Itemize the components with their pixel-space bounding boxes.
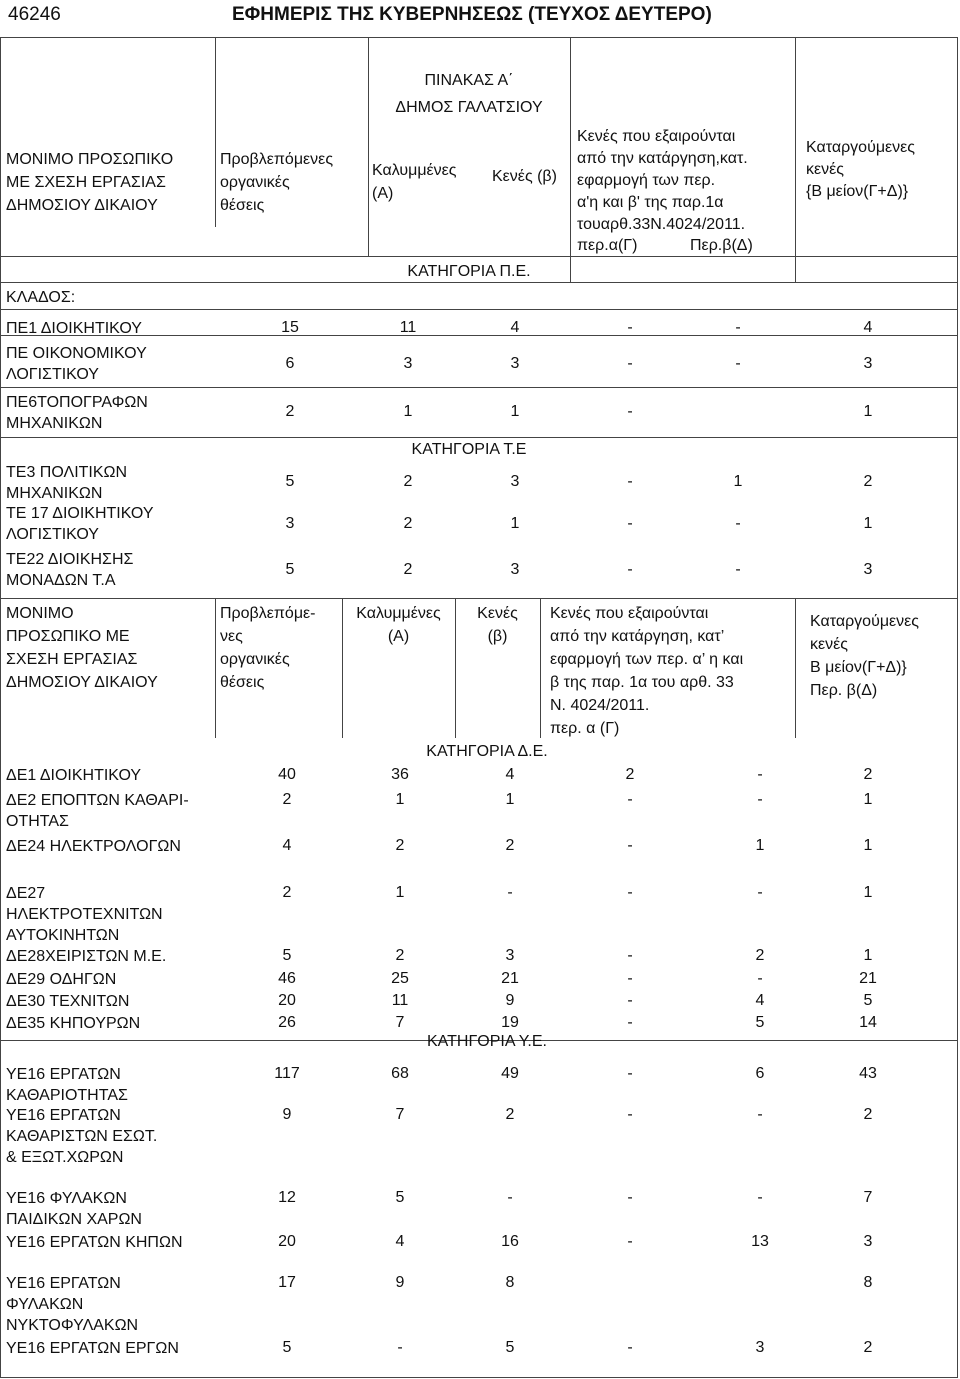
cell-value: - xyxy=(627,403,633,420)
rule xyxy=(0,598,958,599)
col-planned-header xyxy=(220,148,333,217)
cell-value: 3 xyxy=(510,561,520,578)
row-label-line: ΛΟΓΙΣΤΙΚΟΥ xyxy=(6,366,99,383)
category-de: ΚΑΤΗΓΟΡΙΑ Δ.Ε. xyxy=(426,743,548,760)
cell-value: - xyxy=(627,791,633,808)
col-vacant-line: Κενές xyxy=(477,605,518,622)
cell-value: 117 xyxy=(274,1065,300,1082)
cell-value: 2 xyxy=(505,1106,515,1123)
rule xyxy=(368,37,369,256)
cell-value: - xyxy=(735,319,741,336)
col-staff-header xyxy=(6,602,158,694)
cell-value: 1 xyxy=(505,791,515,808)
row-label xyxy=(6,503,154,545)
rule xyxy=(215,598,216,738)
cell-value: 3 xyxy=(403,355,413,372)
col-exempt-line: από την κατάργηση, κατ’ xyxy=(550,628,725,645)
cell-value: 1 xyxy=(395,791,405,808)
cell-value: 2 xyxy=(403,561,413,578)
cell-value: 12 xyxy=(278,1189,296,1206)
col-planned-header xyxy=(220,602,316,694)
cell-value: 3 xyxy=(505,947,515,964)
rule xyxy=(0,335,958,336)
col-staff-header xyxy=(6,148,173,217)
rule xyxy=(795,598,796,738)
cell-value: 1 xyxy=(395,884,405,901)
cell-value: 5 xyxy=(863,992,873,1009)
col-exempt-line: Κενές που εξαιρούνται xyxy=(550,605,709,622)
cell-value: 8 xyxy=(505,1274,515,1291)
cell-value: 17 xyxy=(278,1274,296,1291)
row-label-line: ΥΕ16 ΕΡΓΑΤΩΝ ΚΗΠΩΝ xyxy=(6,1234,183,1251)
cell-value: 6 xyxy=(285,355,295,372)
cell-value: 2 xyxy=(755,947,765,964)
col-exempt-line: από την κατάργηση,κατ. xyxy=(577,150,748,167)
cell-value: 40 xyxy=(278,766,296,783)
cell-value: 2 xyxy=(863,473,873,490)
cell-value: - xyxy=(627,1065,633,1082)
cell-value: 2 xyxy=(625,766,635,783)
col-staff-line: ΜΟΝΙΜΟ xyxy=(6,605,74,622)
cell-value: - xyxy=(627,947,633,964)
cell-value: - xyxy=(627,837,633,854)
cell-value: - xyxy=(757,791,763,808)
cell-value: 5 xyxy=(282,1339,292,1356)
cell-value: 3 xyxy=(863,561,873,578)
col-exempt-line: Κενές που εξαιρούνται xyxy=(577,128,736,145)
cell-value: 5 xyxy=(282,947,292,964)
category-te: ΚΑΤΗΓΟΡΙΑ Τ.Ε xyxy=(411,441,527,458)
cell-value: - xyxy=(627,992,633,1009)
cell-value: - xyxy=(757,1189,763,1206)
row-label-line: ΜΗΧΑΝΙΚΩΝ xyxy=(6,485,103,502)
klados-label: ΚΛΑΔΟΣ: xyxy=(6,289,76,306)
col-staff-line: ΣΧΕΣΗ ΕΡΓΑΣΙΑΣ xyxy=(6,651,138,668)
row-label-line: ΔΕ29 ΟΔΗΓΩΝ xyxy=(6,971,117,988)
col-exempt-line: β της παρ. 1α του αρθ. 33 xyxy=(550,674,734,691)
page-number: 46246 xyxy=(8,4,61,25)
row-label xyxy=(6,1064,128,1106)
col-exempt-line: εφαρμογή των περ. α’ η και xyxy=(550,651,744,668)
cell-value: 2 xyxy=(403,515,413,532)
cell-value: 1 xyxy=(863,403,873,420)
cell-value: 3 xyxy=(863,1233,873,1250)
cell-value: - xyxy=(397,1339,403,1356)
cell-value: - xyxy=(627,355,633,372)
cell-value: 1 xyxy=(863,884,873,901)
row-label-line: ΔΕ1 ΔΙΟΙΚΗΤΙΚΟΥ xyxy=(6,767,142,784)
row-label xyxy=(6,392,148,434)
cell-value: 46 xyxy=(278,970,296,987)
cell-value: 2 xyxy=(285,403,295,420)
cell-value: - xyxy=(627,561,633,578)
col-exempt-line: τουαρθ.33Ν.4024/2011. xyxy=(577,216,746,233)
row-label xyxy=(6,883,163,946)
cell-value: - xyxy=(627,1233,633,1250)
col-abolished-line: {Β μείον(Γ+Δ)} xyxy=(806,183,909,200)
cell-value: 3 xyxy=(510,473,520,490)
col-covered-line: (Α) xyxy=(387,628,410,645)
cell-value: 2 xyxy=(863,766,873,783)
row-label-line: ΝΥΚΤΟΦΥΛΑΚΩΝ xyxy=(6,1317,139,1334)
col-exempt-line: α'η και β' της παρ.1α xyxy=(577,194,724,211)
cell-value: - xyxy=(507,884,513,901)
col-abolished-line: κενές xyxy=(810,636,848,653)
cell-value: - xyxy=(735,515,741,532)
cell-value: 1 xyxy=(863,515,873,532)
row-label xyxy=(6,836,181,857)
cell-value: 3 xyxy=(863,355,873,372)
rule xyxy=(0,437,958,438)
cell-value: 7 xyxy=(395,1014,405,1031)
cell-value: 26 xyxy=(278,1014,296,1031)
rule xyxy=(0,387,958,388)
row-label-line: ΥΕ16 ΕΡΓΑΤΩΝ ΕΡΓΩΝ xyxy=(6,1340,179,1357)
col-planned-line: νες xyxy=(220,628,243,645)
cell-value: 1 xyxy=(863,791,873,808)
cell-value: - xyxy=(627,970,633,987)
cell-value: - xyxy=(735,561,741,578)
col-vacant-header: Κενές (β) xyxy=(492,168,557,185)
cell-value: - xyxy=(735,355,741,372)
row-label xyxy=(6,1013,140,1034)
cell-value: 3 xyxy=(285,515,295,532)
row-label-line: ΔΕ30 ΤΕΧΝΙΤΩΝ xyxy=(6,993,130,1010)
cell-value: 1 xyxy=(510,515,520,532)
col-abolished-header xyxy=(810,610,919,702)
col-covered-line: Καλυμμένες xyxy=(356,605,441,622)
cell-value: - xyxy=(757,1106,763,1123)
col-abolished-line: Β μείον(Γ+Δ)} xyxy=(810,659,907,676)
row-label xyxy=(6,765,141,786)
cell-value: - xyxy=(627,1106,633,1123)
col-staff-line: ΜΕ ΣΧΕΣΗ ΕΡΓΑΣΙΑΣ xyxy=(6,174,166,191)
row-label xyxy=(6,1273,138,1336)
col-covered-line: Καλυμμένες xyxy=(372,162,457,179)
col-exempt-line: περ. α (Γ) xyxy=(550,720,620,737)
cell-value: 5 xyxy=(285,561,295,578)
cell-value: 68 xyxy=(391,1065,409,1082)
row-label-line: ΥΕ16 ΕΡΓΑΤΩΝ xyxy=(6,1107,121,1124)
col-staff-line: ΜΟΝΙΜΟ ΠΡΟΣΩΠΙΚΟ xyxy=(6,151,174,168)
cell-value: 20 xyxy=(278,1233,296,1250)
col-planned-line: Προβλεπόμενες xyxy=(220,151,334,168)
row-label xyxy=(6,790,189,832)
sub-col-g: περ.α(Γ) xyxy=(577,237,638,254)
col-planned-line: Προβλεπόμε- xyxy=(220,605,316,622)
col-planned-line: θέσεις xyxy=(220,197,265,214)
cell-value: 11 xyxy=(399,319,417,336)
rule xyxy=(0,256,958,257)
col-covered-header xyxy=(372,159,457,205)
cell-value: 3 xyxy=(510,355,520,372)
col-planned-line: οργανικές xyxy=(220,174,290,191)
row-label-line: ΔΕ28ΧΕΙΡΙΣΤΩΝ Μ.Ε. xyxy=(6,948,167,965)
cell-value: 14 xyxy=(859,1014,877,1031)
row-label-line: ΜΗΧΑΝΙΚΩΝ xyxy=(6,415,103,432)
cell-value: 21 xyxy=(859,970,877,987)
row-label-line: ΦΥΛΑΚΩΝ xyxy=(6,1296,84,1313)
category-ye: ΚΑΤΗΓΟΡΙΑ Υ.Ε. xyxy=(427,1033,547,1050)
cell-value: - xyxy=(627,1189,633,1206)
cell-value: 9 xyxy=(395,1274,405,1291)
row-label xyxy=(6,1105,157,1168)
cell-value: - xyxy=(757,884,763,901)
col-vacant-header xyxy=(455,602,540,648)
col-staff-line: ΔΗΜΟΣΙΟΥ ΔΙΚΑΙΟΥ xyxy=(6,674,158,691)
cell-value: 11 xyxy=(391,992,409,1009)
row-label xyxy=(6,1188,142,1230)
col-covered-header xyxy=(342,602,455,648)
row-label xyxy=(6,1232,183,1253)
row-label-line: ΥΕ16 ΕΡΓΑΤΩΝ xyxy=(6,1066,121,1083)
rule xyxy=(0,282,958,283)
cell-value: 2 xyxy=(282,884,292,901)
cell-value: 2 xyxy=(282,791,292,808)
cell-value: 13 xyxy=(751,1233,769,1250)
col-planned-line: οργανικές xyxy=(220,651,290,668)
cell-value: 4 xyxy=(863,319,873,336)
row-label-line: ΤΕ 17 ΔΙΟΙΚΗΤΙΚΟΥ xyxy=(6,505,154,522)
cell-value: 5 xyxy=(755,1014,765,1031)
row-label xyxy=(6,969,116,990)
cell-value: 16 xyxy=(501,1233,519,1250)
col-vacant-line: (β) xyxy=(487,628,508,645)
cell-value: 15 xyxy=(281,319,299,336)
cell-value: 1 xyxy=(863,947,873,964)
col-covered-line: (Α) xyxy=(372,185,394,202)
table-title: ΠΙΝΑΚΑΣ Α΄ xyxy=(424,72,514,89)
row-label-line: ΔΕ27 xyxy=(6,885,46,902)
cell-value: 20 xyxy=(278,992,296,1009)
col-exempt-header xyxy=(577,126,748,236)
row-label xyxy=(6,549,133,591)
cell-value: - xyxy=(627,473,633,490)
gazette-title: ΕΦΗΜΕΡΙΣ ΤΗΣ ΚΥΒΕΡΝΗΣΕΩΣ (ΤΕΥΧΟΣ ΔΕΥΤΕΡΟ) xyxy=(232,4,712,25)
col-abolished-line: Περ. β(Δ) xyxy=(810,682,878,699)
col-exempt-line: εφαρμογή των περ. xyxy=(577,172,716,189)
cell-value: 1 xyxy=(733,473,743,490)
col-staff-line: ΠΡΟΣΩΠΙΚΟ ΜΕ xyxy=(6,628,130,645)
cell-value: 4 xyxy=(282,837,292,854)
cell-value: 3 xyxy=(755,1339,765,1356)
row-label-line: ΤΕ22 ΔΙΟΙΚΗΣΗΣ xyxy=(6,551,134,568)
row-label-line: ΔΕ35 ΚΗΠΟΥΡΩΝ xyxy=(6,1015,141,1032)
cell-value: - xyxy=(507,1189,513,1206)
col-abolished-line: Καταργούμενες xyxy=(806,139,916,156)
cell-value: 5 xyxy=(395,1189,405,1206)
rule xyxy=(540,598,541,738)
cell-value: - xyxy=(627,1339,633,1356)
row-label xyxy=(6,318,142,339)
rule xyxy=(570,37,571,283)
row-label-line: & ΕΞΩΤ.ΧΩΡΩΝ xyxy=(6,1149,124,1166)
row-label-line: ΜΟΝΑΔΩΝ Τ.Α xyxy=(6,572,116,589)
row-label-line: ΚΑΘΑΡΙΟΤΗΤΑΣ xyxy=(6,1087,128,1104)
cell-value: 2 xyxy=(505,837,515,854)
sub-col-d: Περ.β(Δ) xyxy=(690,237,753,254)
cell-value: 7 xyxy=(863,1189,873,1206)
cell-value: - xyxy=(627,515,633,532)
row-label-line: ΑΥΤΟΚΙΝΗΤΩΝ xyxy=(6,927,120,944)
cell-value: 7 xyxy=(395,1106,405,1123)
cell-value: 5 xyxy=(505,1339,515,1356)
row-label-line: ΠΕ6ΤΟΠΟΓΡΑΦΩΝ xyxy=(6,394,148,411)
row-label xyxy=(6,462,127,504)
row-label xyxy=(6,946,166,967)
row-label-line: ΔΕ24 ΗΛΕΚΤΡΟΛΟΓΩΝ xyxy=(6,838,181,855)
cell-value: 4 xyxy=(505,766,515,783)
cell-value: 19 xyxy=(501,1014,519,1031)
cell-value: 1 xyxy=(755,837,765,854)
row-label-line: ΛΟΓΙΣΤΙΚΟΥ xyxy=(6,526,99,543)
col-staff-line: ΔΗΜΟΣΙΟΥ ΔΙΚΑΙΟΥ xyxy=(6,197,158,214)
col-abolished-header xyxy=(806,137,915,203)
cell-value: 4 xyxy=(755,992,765,1009)
municipality-title: ΔΗΜΟΣ ΓΑΛΑΤΣΙΟΥ xyxy=(395,99,543,116)
row-label xyxy=(6,1338,179,1359)
row-label-line: ΚΑΘΑΡΙΣΤΩΝ ΕΣΩΤ. xyxy=(6,1128,158,1145)
row-label-line: ΠΕ1 ΔΙΟΙΚΗΤΙΚΟΥ xyxy=(6,320,142,337)
cell-value: 2 xyxy=(863,1339,873,1356)
cell-value: 1 xyxy=(863,837,873,854)
cell-value: 9 xyxy=(282,1106,292,1123)
row-label-line: ΥΕ16 ΦΥΛΑΚΩΝ xyxy=(6,1190,127,1207)
col-exempt-header xyxy=(550,602,743,740)
col-abolished-line: Καταργούμενες xyxy=(810,613,920,630)
rule xyxy=(0,309,958,310)
cell-value: 2 xyxy=(863,1106,873,1123)
cell-value: 36 xyxy=(391,766,409,783)
row-label-line: ΠΑΙΔΙΚΩΝ ΧΑΡΩΝ xyxy=(6,1211,142,1228)
cell-value: 2 xyxy=(395,837,405,854)
cell-value: 6 xyxy=(755,1065,765,1082)
category-pe: ΚΑΤΗΓΟΡΙΑ Π.Ε. xyxy=(407,263,531,280)
cell-value: 49 xyxy=(501,1065,519,1082)
cell-value: 2 xyxy=(395,947,405,964)
cell-value: 4 xyxy=(510,319,520,336)
row-label xyxy=(6,991,129,1012)
rule xyxy=(795,37,796,283)
cell-value: 8 xyxy=(863,1274,873,1291)
cell-value: - xyxy=(627,1014,633,1031)
rule xyxy=(215,37,216,227)
cell-value: - xyxy=(757,766,763,783)
cell-value: - xyxy=(627,319,633,336)
cell-value: - xyxy=(627,884,633,901)
col-abolished-line: κενές xyxy=(806,161,844,178)
cell-value: 21 xyxy=(501,970,519,987)
cell-value: 4 xyxy=(395,1233,405,1250)
cell-value: 9 xyxy=(505,992,515,1009)
row-label-line: ΤΕ3 ΠΟΛΙΤΙΚΩΝ xyxy=(6,464,128,481)
col-planned-line: θέσεις xyxy=(220,674,265,691)
cell-value: 5 xyxy=(285,473,295,490)
table-frame xyxy=(0,37,958,1378)
row-label-line: ΥΕ16 ΕΡΓΑΤΩΝ xyxy=(6,1275,121,1292)
cell-value: 1 xyxy=(403,403,413,420)
cell-value: 2 xyxy=(403,473,413,490)
row-label-line: ΔΕ2 ΕΠΟΠΤΩΝ ΚΑΘΑΡΙ- xyxy=(6,792,189,809)
cell-value: - xyxy=(757,970,763,987)
cell-value: 25 xyxy=(391,970,409,987)
cell-value: 1 xyxy=(510,403,520,420)
col-exempt-line: Ν. 4024/2011. xyxy=(550,697,650,714)
row-label-line: ΗΛΕΚΤΡΟΤΕΧΝΙΤΩΝ xyxy=(6,906,163,923)
cell-value: 43 xyxy=(859,1065,877,1082)
row-label-line: ΠΕ ΟΙΚΟΝΟΜΙΚΟΥ xyxy=(6,345,147,362)
row-label-line: ΟΤΗΤΑΣ xyxy=(6,813,69,830)
row-label xyxy=(6,343,147,385)
